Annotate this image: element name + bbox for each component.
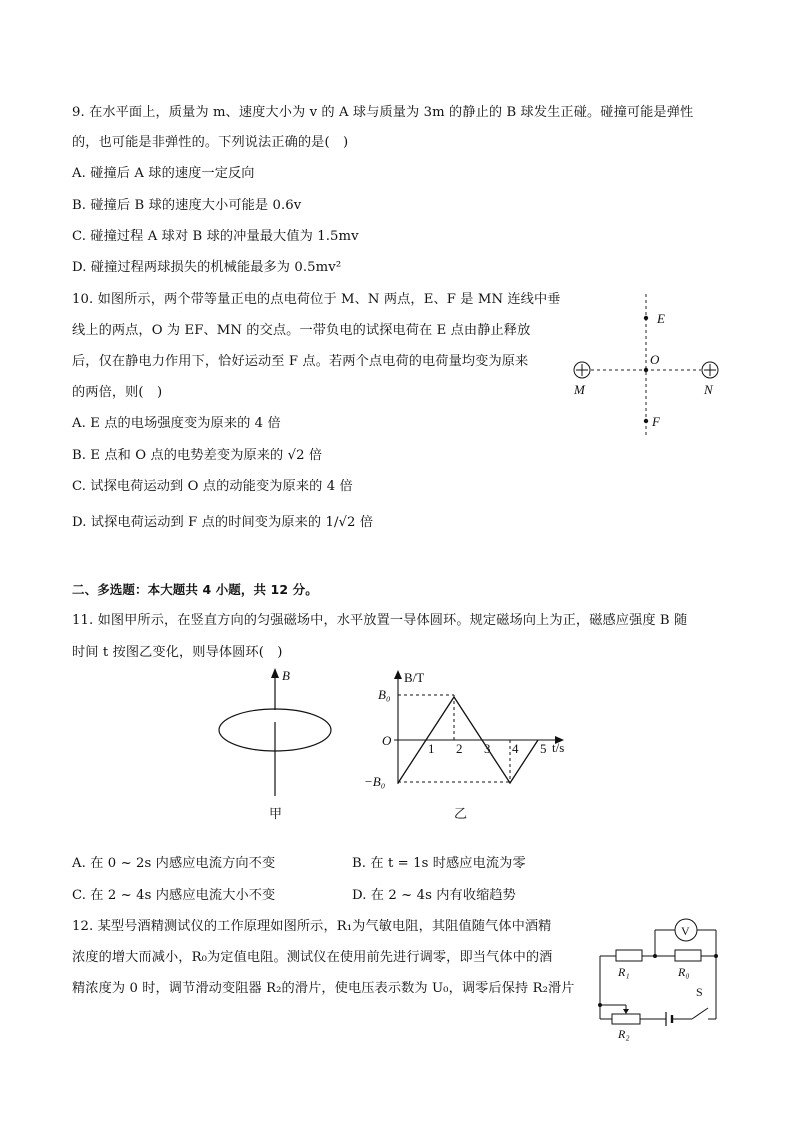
q10-option-d: D. 试探电荷运动到 F 点的时间变为原来的 1/√2 倍	[72, 515, 374, 530]
label-r1: R₁	[618, 965, 630, 979]
point-e	[644, 316, 648, 320]
x-axis-label: t/s	[552, 740, 565, 755]
xtick-label: 3	[484, 741, 491, 756]
q11-figure-yi	[356, 666, 586, 826]
q11-option-b: B. 在 t = 1s 时感应电流为零	[352, 856, 526, 871]
q10-stem-line-1: 10. 如图所示，两个带等量正电的点电荷位于 M、N 两点，E、F 是 MN 连线中垂	[72, 292, 561, 307]
q10-stem-line-2: 线上的两点，O 为 EF、MN 的交点。一带负电的试探电荷在 E 点由静止释放	[72, 323, 531, 338]
q11-option-d: D. 在 2 ~ 4s 内有收缩趋势	[352, 888, 516, 903]
q11-figure-jia	[212, 666, 342, 826]
ytick-neg-b0: −B₀	[364, 774, 386, 789]
q10-stem-line-3: 后，仅在静电力作用下，恰好运动至 F 点。若两个点电荷的电荷量均变为原来	[72, 354, 529, 369]
q12-stem-line-3: 精浓度为 0 时，调节滑动变阻器 R₂的滑片，使电压表示数为 U₀，调零后保持 R₂滑片	[72, 981, 575, 996]
q9-option-d: D. 碰撞过程两球损失的机械能最多为 0.5mv²	[72, 260, 342, 275]
q10-stem-line-4: 的两倍，则( )	[72, 385, 163, 400]
resistor-r1	[616, 950, 642, 961]
point-o	[644, 368, 648, 372]
q9-stem-line-2: 的，也可能是非弹性的。下列说法正确的是( )	[72, 135, 349, 150]
q10-option-a: A. E 点的电场强度变为原来的 4 倍	[72, 416, 281, 431]
xtick-label: 2	[456, 741, 463, 756]
xtick-label: 1	[428, 741, 435, 756]
resistor-r0	[675, 950, 701, 961]
point-f	[644, 419, 648, 423]
y-axis-arrow-icon	[394, 670, 402, 679]
ytick-b0: B₀	[378, 687, 391, 702]
rheostat-r2	[612, 1014, 640, 1024]
q9-option-a: A. 碰撞后 A 球的速度一定反向	[72, 166, 255, 181]
q9-option-c: C. 碰撞过程 A 球对 B 球的冲量最大值为 1.5mv	[72, 229, 359, 244]
xtick-label: 4	[512, 741, 519, 756]
q12-stem-line-1: 12. 某型号酒精测试仪的工作原理如图所示，R₁为气敏电阻，其阻值随气体中酒精	[72, 919, 552, 934]
label-r2: R₂	[618, 1027, 630, 1041]
section-heading: 二、多选题：本大题共 4 小题，共 12 分。	[72, 582, 318, 597]
label-f: F	[652, 414, 660, 429]
figure-caption-yi: 乙	[454, 806, 468, 821]
q10-charge-figure	[566, 290, 736, 440]
voltmeter-label: V	[681, 924, 690, 938]
label-r0: R₀	[678, 965, 690, 979]
q11-option-a: A. 在 0 ~ 2s 内感应电流方向不变	[72, 856, 276, 871]
q9-stem-line-1: 9. 在水平面上，质量为 m、速度大小为 v 的 A 球与质量为 3m 的静止的 B 球发生正碰。碰撞可能是弹性	[72, 105, 694, 120]
q11-stem-line-1: 11. 如图甲所示，在竖直方向的匀强磁场中，水平放置一导体圆环。规定磁场向上为正，磁感应强度 B 随	[72, 613, 688, 628]
figure-caption-jia: 甲	[269, 806, 283, 821]
label-s: S	[696, 985, 703, 999]
b-axis-label: B	[282, 668, 290, 683]
arrow-up-icon	[271, 668, 279, 678]
xtick-label: 5	[540, 741, 547, 756]
label-e: E	[657, 311, 665, 326]
charge-m	[574, 362, 590, 378]
q12-circuit-figure	[588, 912, 728, 1047]
label-n: N	[704, 382, 713, 397]
label-o: O	[650, 352, 660, 367]
charge-n	[702, 362, 718, 378]
q12-stem-line-2: 浓度的增大而减小，R₀为定值电阻。测试仪在使用前先进行调零，即当气体中的酒	[72, 950, 553, 965]
q9-option-b: B. 碰撞后 B 球的速度大小可能是 0.6v	[72, 198, 302, 213]
origin-label: O	[382, 733, 392, 748]
switch-s	[692, 1008, 708, 1019]
q10-option-b: B. E 点和 O 点的电势差变为原来的 √2 倍	[72, 448, 323, 463]
q11-option-c: C. 在 2 ~ 4s 内感应电流大小不变	[72, 888, 276, 903]
q10-option-c: C. 试探电荷运动到 O 点的动能变为原来的 4 倍	[72, 479, 353, 494]
q11-stem-line-2: 时间 t 按图乙变化，则导体圆环( )	[72, 645, 283, 660]
slider-arrow-icon	[623, 1009, 629, 1014]
y-axis-label: B/T	[404, 670, 425, 685]
label-m: M	[574, 382, 585, 397]
